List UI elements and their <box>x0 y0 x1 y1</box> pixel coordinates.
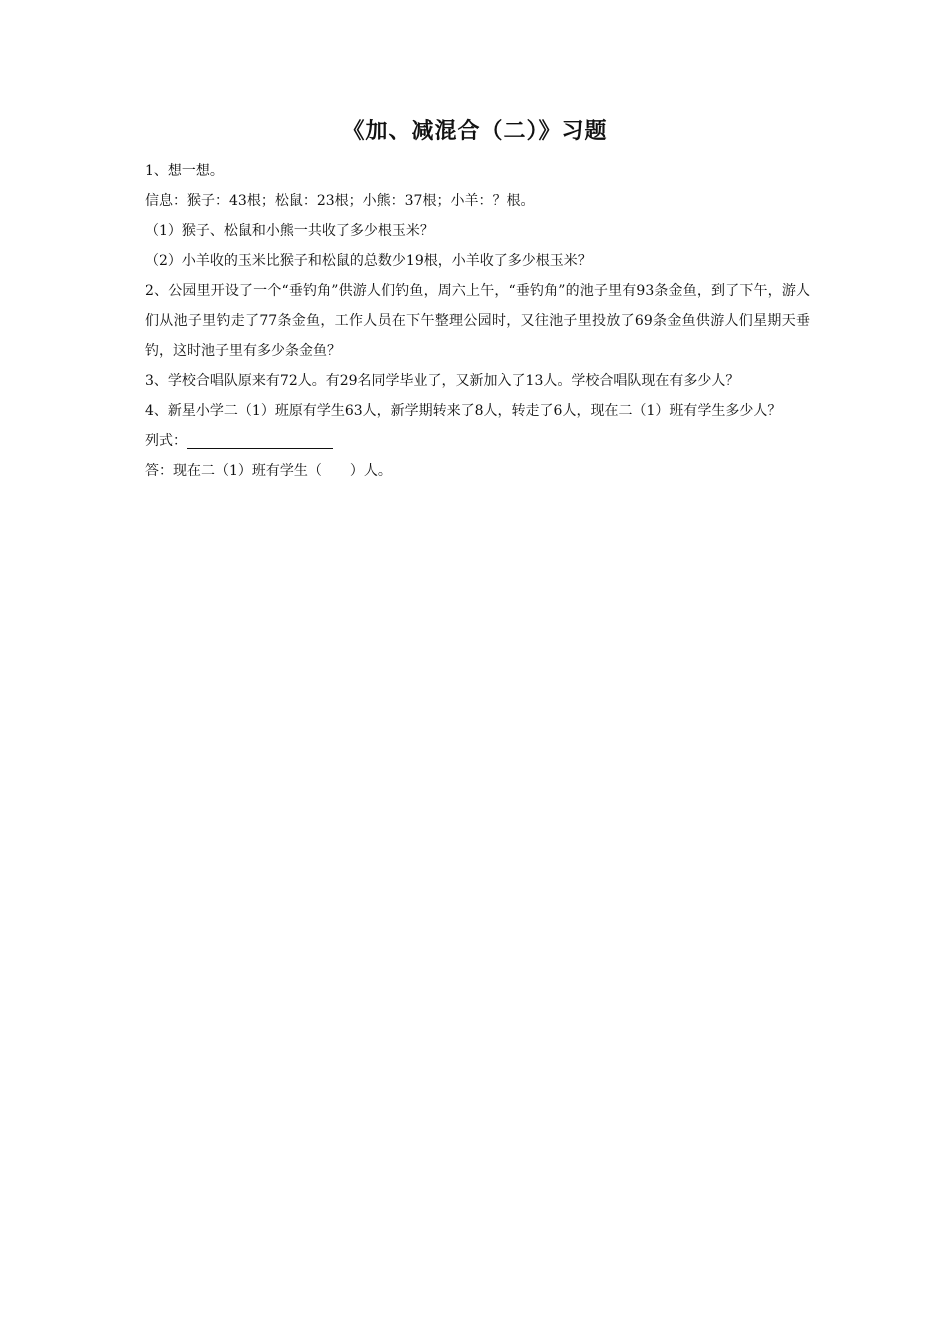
question-4: 4、新星小学二（1）班原有学生63人，新学期转来了8人，转走了6人，现在二（1）班有学生多少人？ <box>145 403 782 419</box>
question-1-sub-2: （2）小羊收的玉米比猴子和松鼠的总数少19根，小羊收了多少根玉米？ <box>145 253 592 269</box>
question-2: 2、公园里开设了一个“垂钓角”供游人们钓鱼，周六上午，“垂钓角”的池子里有93条金鱼，到了下午，游人们从池子里钓走了77条金鱼，工作人员在下午整理公园时，又往池子里投放了69条金鱼供游人们星期天垂钓，这时池子里有多少条金鱼？ <box>145 283 810 359</box>
answer-line <box>145 456 810 486</box>
worksheet-body <box>145 156 810 486</box>
formula-line <box>145 426 810 456</box>
worksheet-title: 《加、减混合（二）》习题 <box>342 119 608 144</box>
formula-blank[interactable] <box>187 430 333 449</box>
question-1-sub-1: （1）猴子、松鼠和小熊一共收了多少根玉米？ <box>145 223 434 239</box>
question-1-info: 信息：猴子：43根；松鼠：23根；小熊：37根；小羊：？根。 <box>145 193 535 209</box>
formula-label: 列式： <box>145 433 187 449</box>
answer-suffix: ）人。 <box>349 463 392 479</box>
question-1-heading: 1、想一想。 <box>145 163 224 179</box>
question-3: 3、学校合唱队原来有72人。有29名同学毕业了，又新加入了13人。学校合唱队现在有多少人？ <box>145 373 740 389</box>
answer-prefix: 答：现在二（1）班有学生（ <box>145 463 322 479</box>
